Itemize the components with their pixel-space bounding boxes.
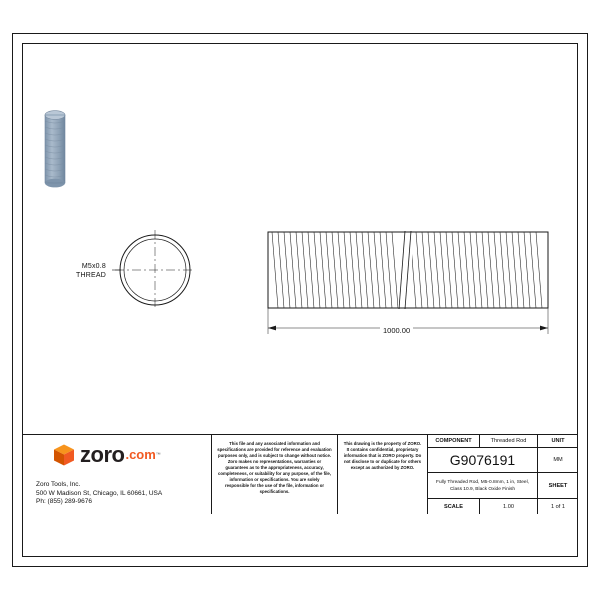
scale-row <box>428 499 578 514</box>
length-dimension-text: 1000.00 <box>380 326 413 335</box>
unit-label: UNIT <box>551 438 565 444</box>
part-number: G9076191 <box>428 448 538 472</box>
scale-value: 1.00 <box>480 499 538 514</box>
end-view-circle <box>112 228 197 313</box>
component-value: Threaded Rod <box>480 435 538 447</box>
component-row <box>428 435 578 448</box>
sheet-value: 1 of 1 <box>551 503 565 510</box>
zoro-cube-icon <box>52 443 76 467</box>
part-number-row <box>428 448 578 473</box>
unit-value: MM <box>553 457 563 463</box>
company-phone: Ph: (855) 289-9676 <box>36 498 93 506</box>
trademark-symbol: ™ <box>155 452 161 458</box>
zoro-dotcom: .com <box>125 447 156 462</box>
proprietary-notice-text: This drawing is the property of ZORO. It contains confidential, proprietary information that is ZORO property. Do not disclose to or duplicate for others except as authorized by ZORO. <box>338 435 428 514</box>
thread-callout-line1: M5x0.8 <box>81 263 106 270</box>
thread-callout <box>40 262 106 280</box>
zoro-logo <box>52 442 211 468</box>
company-address-block <box>36 481 211 507</box>
scale-label: SCALE <box>428 499 480 514</box>
zoro-wordmark: zoro <box>80 442 125 467</box>
description-row <box>428 473 578 499</box>
sheet-label: SHEET <box>548 482 568 489</box>
isometric-rod-preview <box>42 108 68 190</box>
title-block-logo-cell <box>22 435 212 514</box>
title-block <box>22 434 578 514</box>
company-address: 500 W Madison St, Chicago, IL 60661, USA <box>36 489 163 497</box>
disclaimer-text: This file and any associated information and specifications are provided for reference and evaluation purposes only, and is subject to change without notice. Zoro makes no representations, warranties or guarantees as to the appropriateness, accuracy, completeness, or suitability for any purpose, of the file, information or specifications. You are solely responsible for the use of the file, information or specifications. <box>212 435 338 514</box>
title-block-info <box>428 435 578 514</box>
component-label: COMPONENT <box>428 435 480 447</box>
thread-callout-line2: THREAD <box>76 272 106 279</box>
company-name: Zoro Tools, Inc. <box>36 481 81 488</box>
part-description: Fully Threaded Rod, M5-0.8mm, 1 in, Steel, Class 10.9, Black Oxide Finish <box>428 473 538 498</box>
